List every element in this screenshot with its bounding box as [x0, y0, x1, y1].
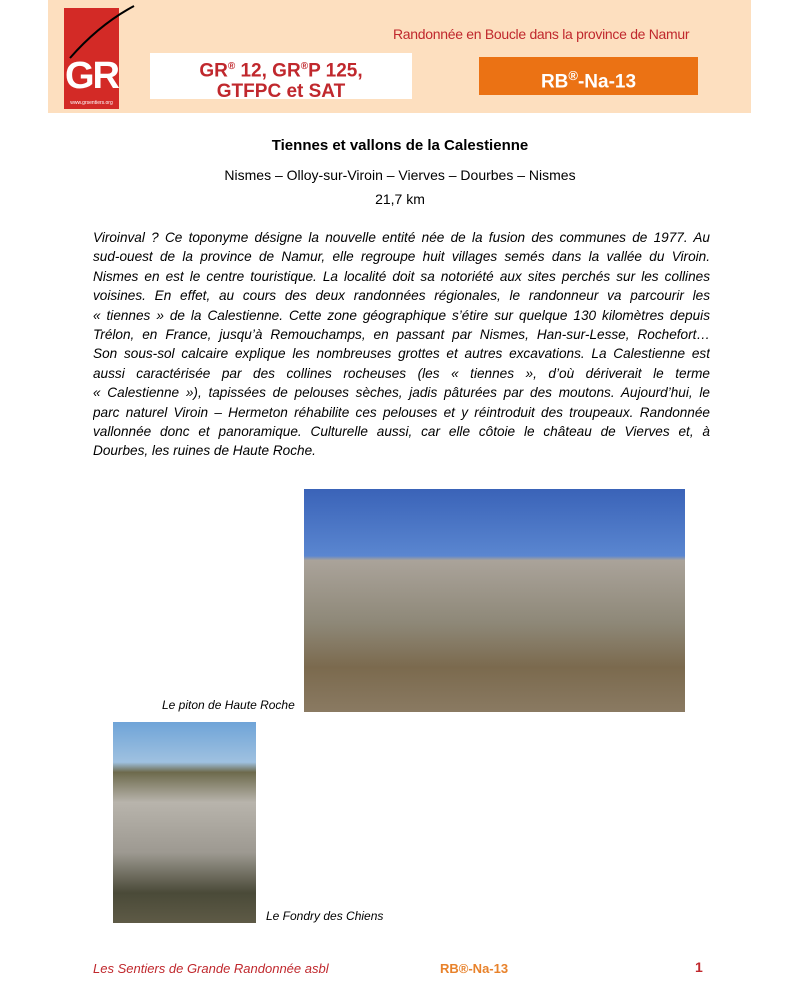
paragraph-line: Trélon, en France, jusqu’à Remouchamps, en passant par Nismes, Han-sur-Lesse, Rochefort…: [93, 327, 710, 343]
paragraph-line: Dourbes, les ruines de Haute Roche.: [93, 443, 316, 459]
photo-fondry-des-chiens: [113, 722, 256, 923]
page-title: Tiennes et vallons de la Calestienne: [271, 137, 529, 154]
rb-text: RB: [540, 71, 569, 93]
reg-mark: ®: [568, 68, 578, 83]
hiker-stroke-icon: [64, 2, 144, 62]
route-code-box: [479, 57, 698, 95]
gr-text: GR: [199, 60, 228, 82]
logo-url: www.grsentiers.org: [70, 100, 113, 106]
paragraph-line: vallonnée donc et panoramique. Culturelle aussi, car elle côtoie le château de Vierves et, à: [93, 424, 710, 440]
paragraph-line: aussi caractérisée par des collines rocheuses (les « tiennes », d’où dériverait le terme: [93, 365, 710, 381]
paragraph-line: parc naturel Viroin – Hermeton réhabilite ces pelouses et y réintroduit des troupeaux. Randonnée: [93, 404, 710, 420]
photo-caption: Le piton de Haute Roche: [162, 698, 295, 712]
paragraph-line: Viroinval ? Ce toponyme désigne la nouvelle entité née de la fusion des communes de 1977. Au: [93, 230, 710, 245]
page-number: 1: [695, 959, 703, 975]
paragraph-line: sud-ouest de la province de Namur, elle regroupe huit villages semés dans la vallée du Viroin.: [93, 249, 710, 265]
header-tagline: Randonnée en Boucle dans la province de Namur: [393, 26, 690, 42]
intro-paragraph: [93, 228, 710, 461]
photo-caption: Le Fondry des Chiens: [266, 909, 384, 923]
paragraph-line: « tiennes » de la Calestienne. Cette zone géographique s’étire sur quelque 130 kilomètres depuis: [93, 307, 710, 323]
paragraph-line: « Calestienne »), tapissées de pelouses sèches, jadis pâturées par des moutons. Aujourd’hui, le: [93, 385, 710, 401]
paragraph-line: Son sous-sol calcaire explique les nombreuses grottes et autres excavations. La Calestienne est: [93, 346, 710, 362]
gr-text-line2: GTFPC et SAT: [216, 81, 346, 103]
gr-text: 12, GR: [235, 60, 301, 82]
photo-haute-roche: [304, 489, 685, 712]
distance: 21,7 km: [375, 191, 425, 207]
footer-organization: Les Sentiers de Grande Randonnée asbl: [93, 961, 329, 976]
reg-mark: ®: [227, 61, 236, 72]
gr-logo: [64, 8, 119, 109]
rb-text: -Na-13: [577, 71, 637, 93]
reg-mark: ®: [300, 61, 309, 72]
paragraph-line: voisines. En effet, au cours des deux randonnées régionales, le randonneur va parcourir les: [93, 288, 710, 304]
gr-text: P 125,: [308, 60, 363, 82]
route-description: Nismes – Olloy-sur-Viroin – Vierves – Dourbes – Nismes: [224, 167, 576, 183]
footer-route-code: RB®-Na-13: [440, 961, 509, 976]
paragraph-line: Nismes en est le centre touristique. La localité doit sa notoriété aux sites perchés sur les collines: [93, 268, 710, 284]
gr-routes-box: [150, 53, 412, 103]
page-header: [48, 0, 751, 113]
logo-text: GR: [65, 55, 118, 97]
